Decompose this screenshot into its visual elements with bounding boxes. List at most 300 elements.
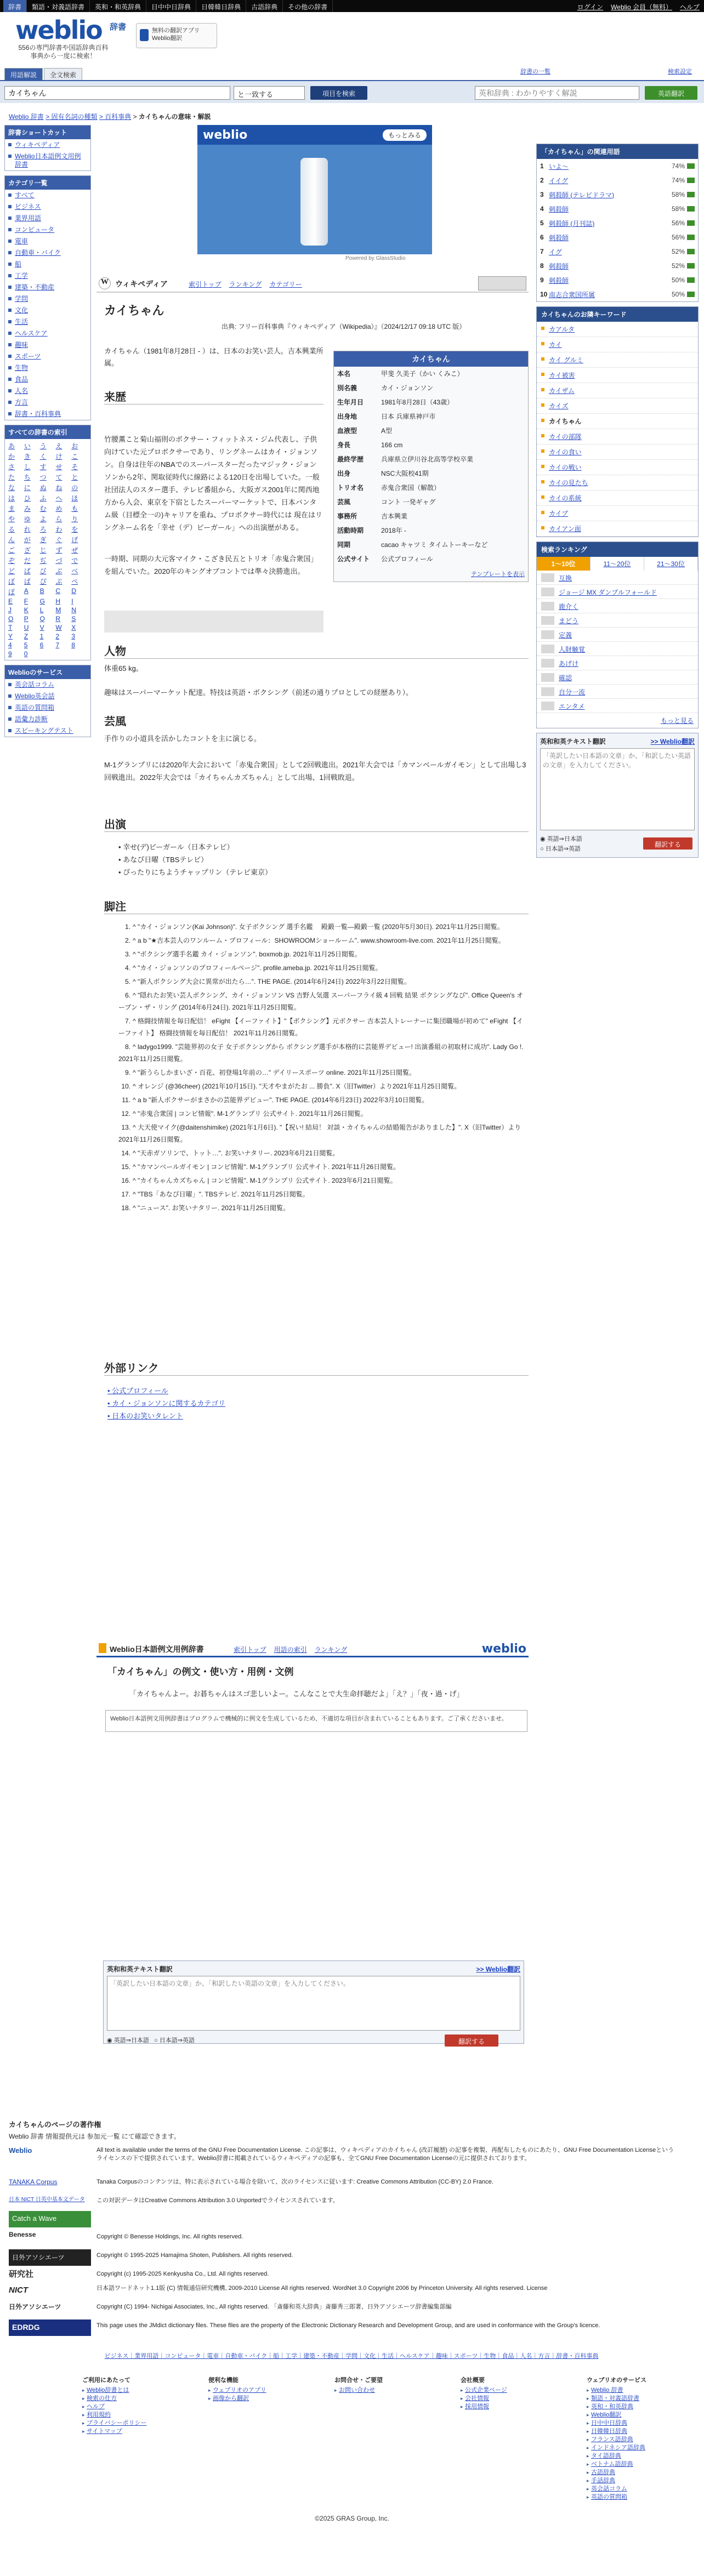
kana-index-link[interactable]: 6: [39, 641, 44, 649]
footer-link[interactable]: ▸ 利用規約: [82, 2411, 192, 2419]
reference-number: 2.: [124, 937, 130, 944]
top-tab[interactable]: 日韓韓日辞典: [196, 0, 246, 12]
kana-index-link[interactable]: だ: [24, 557, 31, 565]
neighbor-keyword[interactable]: カイブ: [537, 506, 698, 521]
footer-link[interactable]: ▸ Weblio辞書とは: [82, 2386, 192, 2395]
account-link[interactable]: ログイン: [577, 3, 604, 11]
ranking-word[interactable]: ジョージ MX ダンブルフォールド: [559, 589, 657, 596]
wiki-category-link[interactable]: カテゴリー: [269, 281, 302, 288]
footer-link[interactable]: ▸ ウェブリオのアプリ: [208, 2386, 318, 2395]
kana-index-link[interactable]: J: [8, 606, 12, 614]
kana-index-link[interactable]: す: [39, 463, 47, 471]
kana-index-link[interactable]: L: [39, 606, 44, 614]
ranking-word[interactable]: 確認: [559, 674, 572, 682]
related-term-row[interactable]: [537, 187, 698, 202]
sidebar-translate-button[interactable]: 翻訳する: [643, 837, 692, 850]
category-item[interactable]: 電車: [5, 236, 90, 247]
service-item[interactable]: 英語の質問箱: [5, 702, 90, 714]
tab-term[interactable]: 用語解説: [4, 68, 43, 80]
kana-index-link[interactable]: ぷ: [55, 578, 63, 585]
kana-index-link[interactable]: う: [39, 442, 47, 450]
kana-index-link[interactable]: と: [71, 474, 78, 481]
kana-index-link[interactable]: ざ: [24, 546, 31, 554]
kana-index-link[interactable]: び: [39, 567, 47, 575]
top-tab[interactable]: その他の辞書: [283, 0, 333, 12]
kana-index-link[interactable]: ぴ: [39, 578, 47, 585]
kana-index-link[interactable]: あ: [8, 442, 15, 450]
category-item[interactable]: 生活: [5, 316, 90, 328]
ranking-thumb-icon: [541, 702, 554, 710]
neighbor-keyword[interactable]: カイの部隊: [537, 429, 698, 444]
footer-link[interactable]: ▸ お問い合わせ: [334, 2386, 444, 2395]
kana-index-link[interactable]: T: [8, 624, 13, 631]
sidebar-weblio-translate-link[interactable]: >> Weblio翻訳: [650, 738, 695, 745]
footer-category-links[interactable]: ビジネス｜業界用語｜コンピュータ｜電車｜自動車・バイク｜船｜工学｜建築・不動産｜学問｜文化｜生活｜ヘルスケア｜趣味｜スポーツ｜生物｜食品｜人名｜方言｜辞書・百科事典: [104, 2353, 599, 2360]
kana-index-link[interactable]: W: [55, 624, 62, 631]
main-translate-button[interactable]: 翻訳する: [445, 2034, 498, 2047]
kana-index-link[interactable]: ま: [8, 505, 15, 512]
kana-index-link[interactable]: ぽ: [8, 588, 15, 596]
logo-wordmark: weblio: [15, 15, 102, 45]
radio-en-ja[interactable]: ◉: [540, 836, 546, 842]
wj-ranking-link[interactable]: ランキング: [314, 1646, 348, 1654]
category-item[interactable]: 業界用語: [5, 213, 90, 224]
reference-number: 11.: [122, 1096, 130, 1104]
kana-index-link[interactable]: ひ: [24, 494, 31, 502]
ranking-item[interactable]: [537, 642, 698, 656]
infobox-value: 兵庫県立伊川谷北高等学校卒業: [381, 455, 474, 463]
kana-index-link[interactable]: を: [71, 526, 78, 533]
shortcut-item[interactable]: Weblio日本語例文用例辞書: [5, 151, 90, 170]
related-term-word[interactable]: 刺殺師 (月刊誌): [549, 219, 595, 227]
category-item[interactable]: すべて: [5, 190, 90, 201]
top-tab[interactable]: 日中中日辞典: [146, 0, 196, 12]
neighbor-keyword[interactable]: カイ: [537, 337, 698, 352]
kana-index-link[interactable]: P: [24, 615, 29, 623]
kana-index-link[interactable]: G: [39, 597, 45, 605]
footer-link[interactable]: ▸ 英語の質問箱: [587, 2493, 696, 2501]
kana-index-link[interactable]: つ: [39, 474, 47, 481]
top-tab[interactable]: 英和・和英辞典: [90, 0, 146, 12]
kana-index-link[interactable]: 9: [8, 650, 12, 658]
footer-link[interactable]: ▸ 古語辞典: [587, 2469, 696, 2477]
match-mode-select[interactable]: と一致する: [234, 86, 305, 100]
footer-columns: [82, 2375, 696, 2501]
kana-index-link[interactable]: た: [8, 474, 15, 481]
kana-index-link[interactable]: そ: [71, 463, 78, 471]
footer-link[interactable]: ▸ 日韓韓日辞典: [587, 2427, 696, 2436]
kana-index-link[interactable]: 2: [55, 632, 60, 640]
related-term-word[interactable]: 刺殺師: [549, 262, 569, 270]
kana-index-link[interactable]: ぜ: [71, 546, 78, 554]
related-term-word[interactable]: いよ～: [549, 162, 569, 170]
search-settings-link[interactable]: 検索設定: [668, 69, 692, 75]
infobox-key: 出身地: [337, 413, 357, 420]
related-term-word[interactable]: 刺殺師 (テレビドラマ): [549, 191, 615, 199]
top-tab[interactable]: 古語辞典: [246, 0, 283, 12]
related-term-word[interactable]: 刺殺師: [549, 205, 569, 213]
top-tab[interactable]: 類語・対義語辞書: [27, 0, 90, 12]
infobox-value: 公式プロフィール: [381, 555, 433, 563]
kana-index-link[interactable]: 3: [71, 632, 75, 640]
kana-index-link[interactable]: ぱ: [24, 578, 31, 585]
neighbor-keyword[interactable]: カイの系統: [537, 491, 698, 506]
kana-index-link[interactable]: ば: [24, 567, 31, 575]
kana-index-link[interactable]: ず: [55, 546, 63, 554]
category-item[interactable]: スポーツ: [5, 351, 90, 362]
category-item[interactable]: ビジネス: [5, 201, 90, 213]
kana-index-link[interactable]: じ: [39, 546, 47, 554]
kana-index-link[interactable]: ぢ: [39, 557, 47, 565]
main-radio-en-ja[interactable]: ◉: [107, 2037, 112, 2044]
main-translate-input[interactable]: [107, 1976, 520, 2031]
external-link[interactable]: • 公式プロフィール: [107, 1387, 168, 1395]
infobox-value: 甲斐 久美子（かい くみこ）: [381, 370, 464, 378]
kana-index-link[interactable]: ほ: [71, 494, 78, 502]
kana-index-link[interactable]: べ: [71, 567, 78, 575]
logo-tanaka-text[interactable]: TANAKA Corpus: [9, 2178, 58, 2186]
ranking-tab[interactable]: 21～30位: [644, 557, 698, 571]
sidebar-translate-input[interactable]: [540, 748, 695, 830]
kana-index-link[interactable]: し: [24, 463, 31, 471]
footer-link[interactable]: ▸ 採用情報: [461, 2403, 570, 2411]
kana-index-link[interactable]: ろ: [39, 526, 47, 533]
footer-link[interactable]: ▸ ベトナム語辞典: [587, 2460, 696, 2469]
ranking-word[interactable]: 互換: [559, 574, 572, 582]
category-item[interactable]: 建築・不動産: [5, 282, 90, 293]
category-item[interactable]: ヘルスケア: [5, 328, 90, 339]
kana-index-link[interactable]: H: [55, 597, 61, 605]
kana-index-link[interactable]: ち: [24, 474, 31, 481]
kana-index-link[interactable]: ぞ: [8, 557, 15, 565]
category-item[interactable]: 趣味: [5, 339, 90, 351]
neighbor-keyword[interactable]: カイの見たち: [537, 475, 698, 491]
service-item[interactable]: 英会話コラム: [5, 679, 90, 691]
breadcrumb-current: カイちゃんの意味・解説: [138, 113, 211, 121]
kana-index-link[interactable]: づ: [55, 557, 63, 565]
kana-index-link[interactable]: れ: [24, 526, 31, 533]
ranking-tab[interactable]: 1～10位: [537, 557, 591, 571]
kana-index-link[interactable]: り: [71, 515, 78, 523]
footer-link[interactable]: ▸ 類語・対義語辞書: [587, 2395, 696, 2403]
english-search-input[interactable]: [475, 86, 639, 100]
footer-link[interactable]: ▸ 日中中日辞典: [587, 2419, 696, 2427]
wiki-index-link[interactable]: 索引トップ: [189, 281, 222, 288]
kana-index-link[interactable]: ぎ: [39, 536, 47, 544]
kana-index-link[interactable]: て: [55, 474, 63, 481]
kana-index-link[interactable]: る: [8, 526, 15, 533]
breadcrumb-item[interactable]: > 固有名詞の種類: [46, 113, 98, 121]
kana-index-link[interactable]: N: [71, 606, 76, 614]
ranking-item[interactable]: [537, 613, 698, 628]
breadcrumb-item[interactable]: > 百科事典: [99, 113, 132, 121]
kana-index-link[interactable]: か: [8, 453, 15, 460]
ranking-item[interactable]: [537, 571, 698, 585]
neighbor-keyword[interactable]: カイザム: [537, 383, 698, 398]
ranking-word[interactable]: エンタメ: [559, 703, 585, 710]
hero-more-button[interactable]: もっとみる: [383, 129, 427, 141]
infobox-row: [334, 552, 528, 566]
kana-index-link[interactable]: 0: [24, 650, 28, 658]
kana-index-link[interactable]: D: [71, 587, 76, 595]
related-term-word[interactable]: イグ: [549, 248, 562, 256]
related-term-row[interactable]: [537, 273, 698, 287]
service-item[interactable]: スピーキングテスト: [5, 725, 90, 737]
search-button[interactable]: 項目を検索: [310, 86, 367, 100]
breadcrumb-item[interactable]: Weblio 辞書: [9, 113, 44, 121]
kana-index-link[interactable]: A: [24, 587, 29, 595]
kana-index-link[interactable]: ど: [8, 567, 15, 575]
kana-index-link[interactable]: 4: [8, 641, 12, 649]
footer-link[interactable]: ▸ サイトマップ: [82, 2427, 192, 2436]
kana-index-link[interactable]: い: [24, 442, 31, 450]
related-term-word[interactable]: イイグ: [549, 176, 569, 185]
section-person-title: 人物: [104, 642, 529, 659]
kana-index-link[interactable]: に: [24, 484, 31, 492]
neighbor-keyword[interactable]: カイの食い: [537, 444, 698, 460]
kana-index-link[interactable]: U: [24, 624, 29, 631]
category-item[interactable]: 辞書・百科事典: [5, 408, 90, 420]
main-weblio-translate-link[interactable]: >> Weblio翻訳: [476, 1965, 520, 1973]
related-term-bar: [687, 163, 695, 169]
related-term-word[interactable]: 刺殺師: [549, 276, 569, 284]
ranking-item[interactable]: [537, 585, 698, 599]
account-link[interactable]: ヘルプ: [679, 3, 700, 11]
kana-index-link[interactable]: Z: [24, 632, 29, 640]
kana-index-link[interactable]: F: [24, 597, 29, 605]
kana-index-link[interactable]: む: [39, 505, 47, 512]
ranking-word[interactable]: まどう: [559, 617, 579, 625]
service-item[interactable]: 語彙力診断: [5, 714, 90, 725]
edrdg-copyright: This page uses the JMdict dictionary files. These files are the property of the Electronic Dictionary Research and Development Group, and are used in conformance with the Group's licence.: [96, 2322, 600, 2329]
related-term-row[interactable]: [537, 159, 698, 173]
kana-index-link[interactable]: で: [71, 557, 78, 565]
kana-index-link[interactable]: O: [8, 615, 14, 623]
wiki-ranking-link[interactable]: ランキング: [229, 281, 262, 288]
footer-link[interactable]: ▸ 英会話コラム: [587, 2485, 696, 2493]
kana-index-link[interactable]: ご: [8, 546, 15, 554]
related-term-word[interactable]: 刺殺師: [549, 233, 569, 242]
footer-link[interactable]: ▸ タイ語辞典: [587, 2452, 696, 2460]
reference-number: 14.: [121, 1149, 130, 1157]
kana-index-link[interactable]: へ: [55, 494, 63, 502]
kana-index-link[interactable]: 1: [39, 632, 44, 640]
neighbor-keyword[interactable]: カイ グルミ: [537, 352, 698, 368]
footer-column-title: ご利用にあたって: [82, 2377, 130, 2384]
kana-index-link[interactable]: ぬ: [39, 484, 47, 492]
related-term-rank: 1: [540, 162, 544, 170]
kana-index-link[interactable]: な: [8, 484, 15, 492]
logo-nict-ja-text[interactable]: 日本 NICT 日英中基本文データ: [9, 2197, 85, 2203]
footer-link[interactable]: ▸ 検索の仕方: [82, 2395, 192, 2403]
related-term-row[interactable]: [537, 202, 698, 216]
kana-index-link[interactable]: Q: [39, 615, 45, 623]
related-term-row[interactable]: [537, 244, 698, 259]
ranking-word[interactable]: 自分一流: [559, 688, 586, 696]
template-link[interactable]: テンプレートを表示: [470, 571, 525, 578]
kana-index-link[interactable]: ら: [55, 515, 63, 523]
category-item[interactable]: コンピュータ: [5, 224, 90, 236]
category-item[interactable]: 食品: [5, 374, 90, 385]
related-term-rank: 6: [540, 233, 544, 241]
ranking-item[interactable]: [537, 599, 698, 613]
related-term-row[interactable]: [537, 173, 698, 187]
kana-index-link[interactable]: ふ: [39, 494, 47, 502]
radio-ja-en[interactable]: ○: [540, 846, 544, 852]
kana-index-link[interactable]: ゆ: [24, 515, 31, 523]
reference-item: [118, 1094, 529, 1106]
english-translate-button[interactable]: 英語翻訳: [645, 86, 697, 100]
kana-index-link[interactable]: Y: [8, 632, 13, 640]
kana-index-link[interactable]: C: [55, 587, 61, 595]
shortcut-item[interactable]: ウィキペディア: [5, 139, 90, 151]
footer-link[interactable]: ▸ 画像から翻訳: [208, 2395, 318, 2403]
translate-app-badge[interactable]: [136, 23, 217, 48]
related-term-row[interactable]: [537, 216, 698, 230]
kana-index-link[interactable]: せ: [55, 463, 63, 471]
service-item[interactable]: Weblio英会話: [5, 691, 90, 702]
footer-link[interactable]: ▸ Weblio翻訳: [587, 2411, 696, 2419]
kana-index-link[interactable]: I: [71, 597, 73, 605]
weblio-logo[interactable]: [15, 15, 127, 60]
account-link[interactable]: Weblio 会員（無料）: [611, 3, 672, 11]
footer-link[interactable]: ▸ Weblio 辞書: [587, 2386, 696, 2395]
category-item[interactable]: 自動車・バイク: [5, 247, 90, 259]
kana-index-link[interactable]: K: [24, 606, 29, 614]
main-radio-ja-en[interactable]: ○: [154, 2037, 158, 2044]
kana-index-link[interactable]: 7: [55, 641, 60, 649]
wj-index-link[interactable]: 索引トップ: [234, 1646, 266, 1654]
reference-number: 6.: [124, 991, 130, 999]
kana-index-link[interactable]: ぺ: [71, 578, 78, 585]
related-term-rank: 9: [540, 276, 544, 284]
neighbor-keyword[interactable]: カイ被害: [537, 368, 698, 383]
logo-jisho: 辞書: [110, 22, 127, 32]
kana-index-link[interactable]: は: [8, 494, 15, 502]
kana-index-link[interactable]: 8: [71, 641, 75, 649]
top-tab[interactable]: 辞書: [3, 0, 27, 12]
kana-index-link[interactable]: よ: [39, 515, 47, 523]
kana-index-link[interactable]: や: [8, 515, 15, 523]
kana-index-link[interactable]: く: [39, 453, 47, 460]
kana-index-link[interactable]: お: [71, 442, 78, 450]
footer-link[interactable]: ▸ インドネシア語辞典: [587, 2444, 696, 2452]
appearance-item: • ぴったりにちようチャップリン（テレビ東京）: [118, 868, 272, 876]
kana-index-link[interactable]: が: [24, 536, 31, 544]
kana-index-link[interactable]: き: [24, 453, 31, 460]
related-term-row[interactable]: [537, 230, 698, 244]
kana-index-link[interactable]: ぼ: [8, 578, 15, 585]
kana-index-link[interactable]: 5: [24, 641, 28, 649]
category-item[interactable]: 船: [5, 259, 90, 270]
neighbor-keyword[interactable]: カイの戦い: [537, 460, 698, 475]
kana-index-link[interactable]: け: [55, 453, 63, 460]
kana-index-link[interactable]: み: [24, 505, 31, 512]
footer-link[interactable]: ▸ フランス語辞典: [587, 2436, 696, 2444]
kana-index-link[interactable]: の: [71, 484, 78, 492]
tab-fulltext[interactable]: 全文検索: [44, 68, 82, 80]
ranking-tab[interactable]: 11～20位: [591, 557, 644, 571]
kana-index-link[interactable]: ぐ: [55, 536, 63, 544]
related-term-bar: [687, 206, 695, 212]
category-item[interactable]: 学問: [5, 293, 90, 305]
footer-copyright: ©2025 GRAS Group, Inc.: [315, 2515, 389, 2522]
kana-index-link[interactable]: S: [71, 615, 76, 623]
category-item[interactable]: 文化: [5, 305, 90, 316]
neighbor-keyword[interactable]: カアルタ: [537, 322, 698, 337]
ranking-word[interactable]: 人財触覚: [559, 646, 586, 653]
kana-index-link[interactable]: わ: [55, 526, 63, 533]
wj-term-index-link[interactable]: 用語の索引: [274, 1646, 307, 1654]
kana-index-link[interactable]: M: [55, 606, 61, 614]
ranking-word[interactable]: あげけ: [559, 660, 579, 668]
hero-banner[interactable]: [197, 125, 432, 254]
footer-link[interactable]: ▸ 手話辞典: [587, 2477, 696, 2485]
ranking-item[interactable]: [537, 670, 698, 685]
related-term-row[interactable]: [537, 259, 698, 273]
search-input[interactable]: [4, 86, 230, 100]
sidebar-translate-box: [536, 733, 699, 858]
kana-index-link[interactable]: こ: [71, 453, 78, 460]
kana-index-link[interactable]: R: [55, 615, 61, 623]
ranking-item[interactable]: [537, 628, 698, 642]
kana-index-link[interactable]: B: [39, 587, 44, 595]
related-term-word[interactable]: 南志合衆国所属: [549, 290, 595, 299]
account-links: [577, 2, 700, 12]
ranking-item[interactable]: [537, 656, 698, 670]
footer-link[interactable]: ▸ ヘルプ: [82, 2403, 192, 2411]
category-item[interactable]: 方言: [5, 397, 90, 408]
kana-index-link[interactable]: ね: [55, 484, 63, 492]
kana-index-link[interactable]: E: [8, 597, 13, 605]
ranking-more-link[interactable]: もっと見る: [660, 717, 694, 725]
related-term-row[interactable]: [537, 287, 698, 301]
external-link[interactable]: • カイ・ジョンソンに関するカテゴリ: [107, 1399, 225, 1407]
reference-text: ^ 大天使マイク(@daitenshimike) (2021年1月6日). "【祝い! 結局！ 対談・カイちゃんの結婚報告がありました】". X（旧Twitter）より2021年11月26日閲覧。: [118, 1124, 521, 1143]
category-item[interactable]: 生物: [5, 362, 90, 374]
kana-index-link[interactable]: げ: [71, 536, 78, 544]
kana-index-link[interactable]: さ: [8, 463, 15, 471]
footer-link[interactable]: ▸ 会社情報: [461, 2395, 570, 2403]
external-link[interactable]: • 日本のお笑いタレント: [107, 1412, 183, 1420]
license-badge[interactable]: [478, 276, 526, 290]
kana-index-link[interactable]: も: [71, 505, 78, 512]
category-item[interactable]: 工学: [5, 270, 90, 282]
kana-index-link[interactable]: V: [39, 624, 44, 631]
footer-link[interactable]: ▸ 英和・和英辞典: [587, 2403, 696, 2411]
footer-link[interactable]: ▸ プライバシーポリシー: [82, 2419, 192, 2427]
kana-index-link[interactable]: め: [55, 505, 63, 512]
footer-link[interactable]: ▸ 公式企業ページ: [461, 2386, 570, 2395]
related-term-rank: 10: [540, 290, 548, 298]
right-sidebar: [536, 144, 699, 858]
infobox-value: 166 cm: [381, 441, 403, 449]
ranking-word[interactable]: 鹿介く: [559, 603, 579, 611]
ranking-item[interactable]: [537, 685, 698, 699]
footer-column-title: お問合せ・ご要望: [334, 2377, 383, 2384]
kana-index-link[interactable]: X: [71, 624, 76, 631]
category-item[interactable]: 人名: [5, 385, 90, 397]
dictionary-list-link[interactable]: 辞書の一覧: [520, 69, 550, 75]
kana-index-link[interactable]: ん: [8, 536, 15, 544]
kana-index-link[interactable]: ぶ: [55, 567, 63, 575]
infobox-row: [334, 466, 528, 481]
neighbor-keyword[interactable]: カイアン面: [537, 521, 698, 537]
ranking-item[interactable]: [537, 699, 698, 713]
neighbor-keyword[interactable]: カイズ: [537, 398, 698, 414]
kana-index-link[interactable]: え: [55, 442, 63, 450]
ranking-word[interactable]: 定義: [559, 631, 572, 639]
